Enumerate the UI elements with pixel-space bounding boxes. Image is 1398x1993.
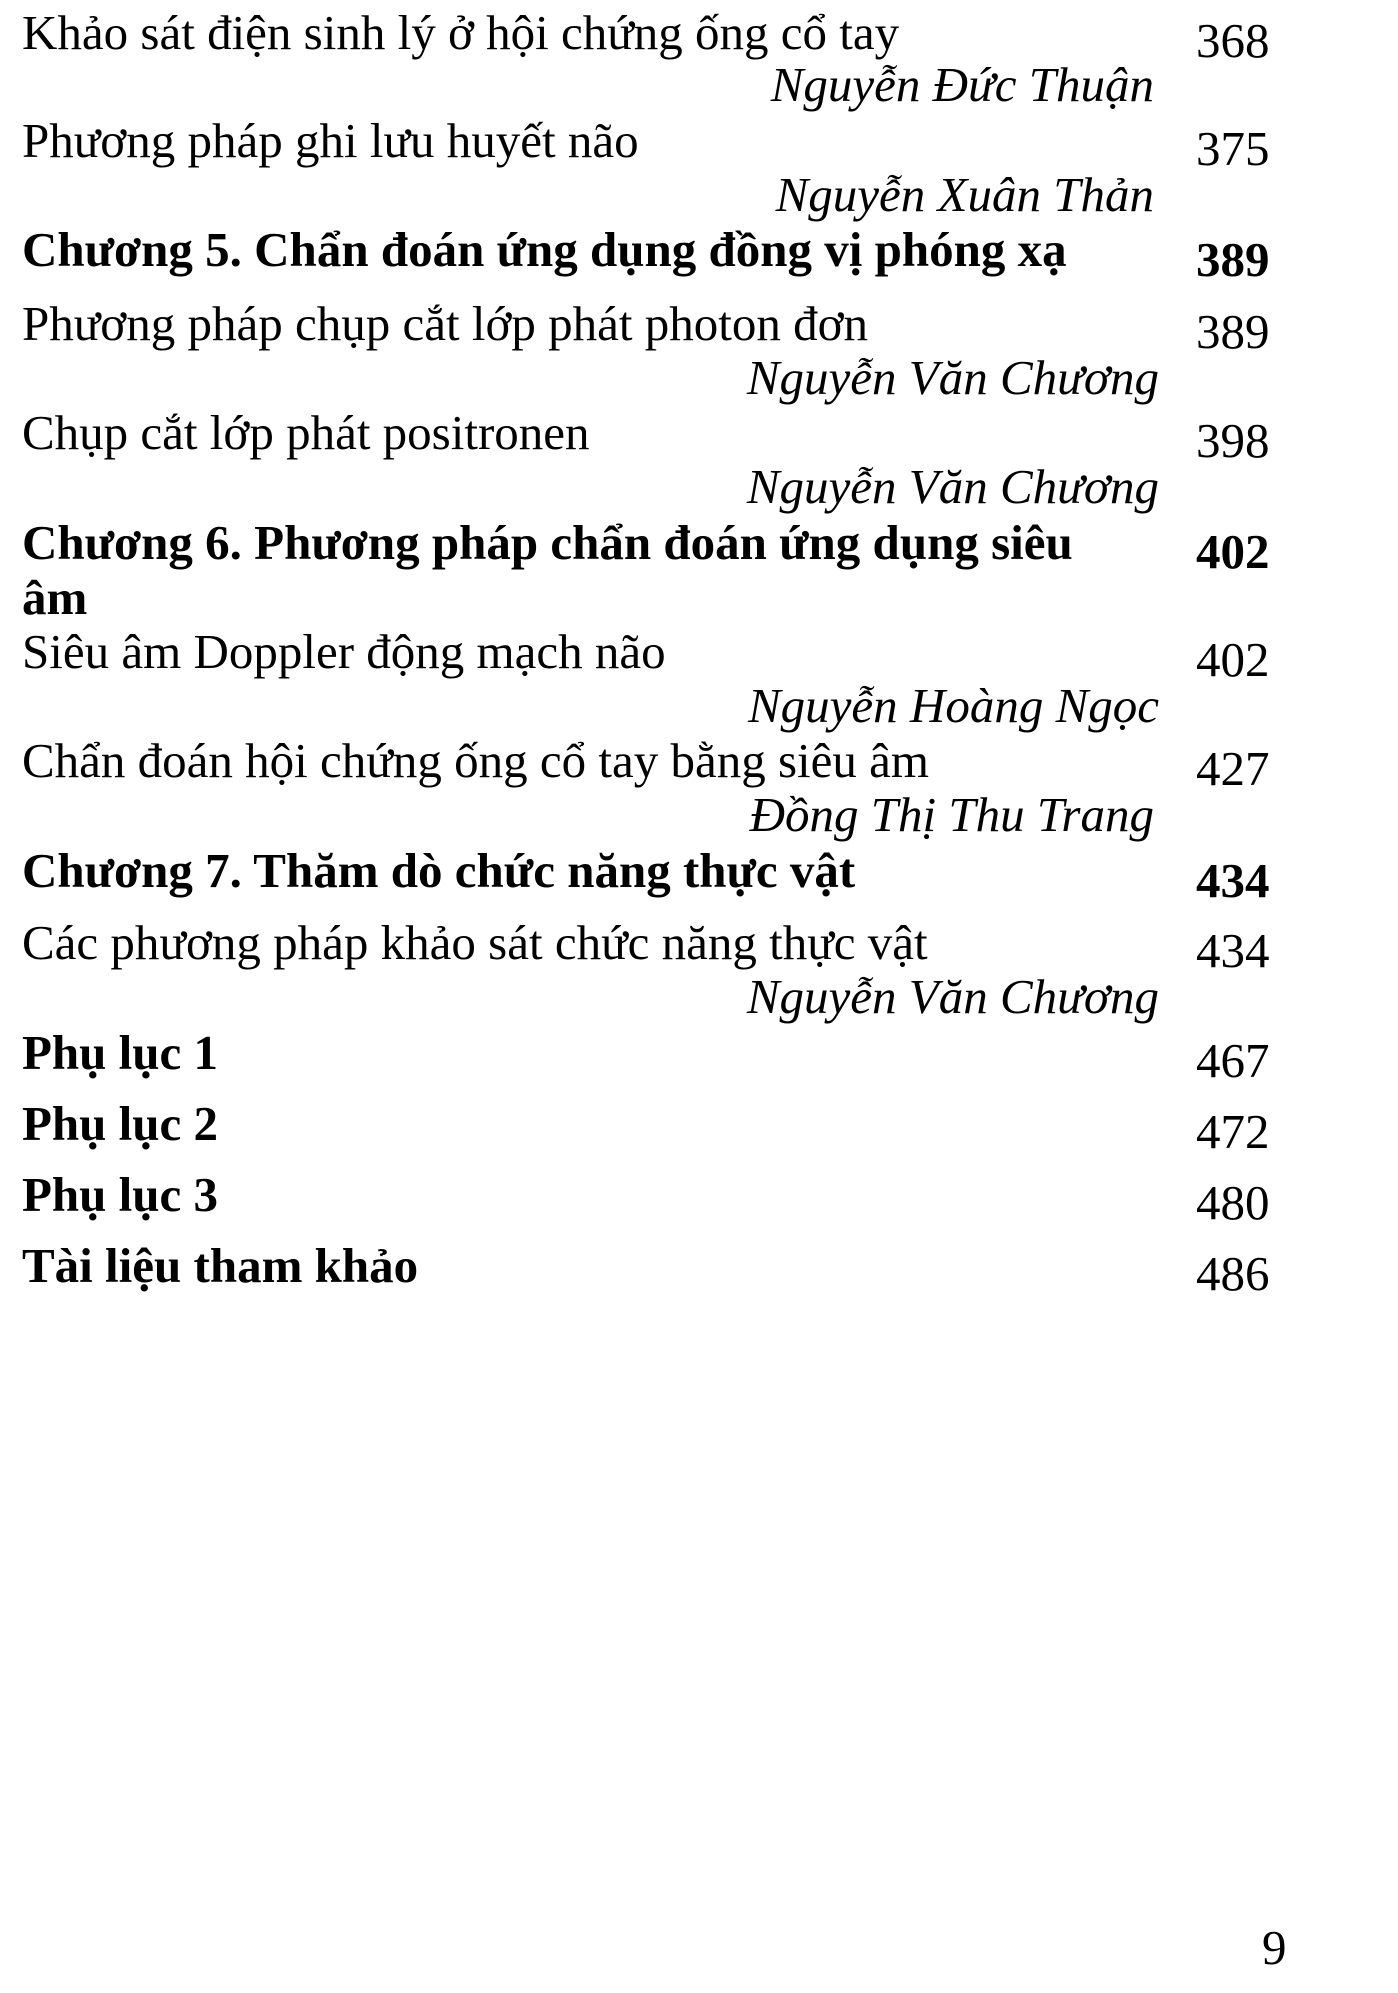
toc-entry-page: 427: [1196, 741, 1270, 796]
toc-entry-author: Đồng Thị Thu Trang: [749, 787, 1154, 842]
chapter-page: 434: [1196, 853, 1270, 908]
toc-entry-title: Khảo sát điện sinh lý ở hội chứng ống cổ tay: [22, 5, 900, 60]
chapter-heading: Chương 5. Chẩn đoán ứng dụng đồng vị phóng xạ: [22, 222, 1067, 277]
chapter-heading: Chương 6. Phương pháp chẩn đoán ứng dụng siêu: [22, 515, 1073, 570]
chapter-heading-continued: âm: [22, 570, 88, 625]
toc-entry-author: Nguyễn Văn Chương: [746, 969, 1159, 1024]
toc-entry-title: Các phương pháp khảo sát chức năng thực vật: [22, 915, 928, 970]
page-number: 9: [1262, 1920, 1287, 1975]
toc-entry-author: Nguyễn Văn Chương: [746, 459, 1159, 514]
toc-entry-page: 368: [1196, 13, 1270, 68]
chapter-page: 389: [1196, 232, 1270, 287]
appendix-page: 480: [1196, 1175, 1270, 1230]
toc-entry-page: 402: [1196, 632, 1270, 687]
toc-entry-page: 389: [1196, 304, 1270, 359]
toc-entry-page: 434: [1196, 923, 1270, 978]
appendix-heading: Phụ lục 3: [22, 1167, 219, 1222]
appendix-page: 467: [1196, 1033, 1270, 1088]
appendix-heading: Phụ lục 2: [22, 1096, 219, 1151]
toc-entry-page: 398: [1196, 413, 1270, 468]
chapter-heading: Chương 7. Thăm dò chức năng thực vật: [22, 843, 856, 898]
toc-entry-title: Chẩn đoán hội chứng ống cổ tay bằng siêu âm: [22, 733, 930, 788]
toc-entry-title: Phương pháp ghi lưu huyết não: [22, 113, 639, 168]
appendix-page: 472: [1196, 1104, 1270, 1159]
appendix-heading: Phụ lục 1: [22, 1025, 219, 1080]
references-page: 486: [1196, 1246, 1270, 1301]
toc-entry-title: Phương pháp chụp cắt lớp phát photon đơn: [22, 296, 868, 351]
toc-entry-title: Chụp cắt lớp phát positronen: [22, 405, 590, 460]
chapter-page: 402: [1196, 524, 1270, 579]
toc-entry-author: Nguyễn Văn Chương: [746, 350, 1159, 405]
toc-entry-page: 375: [1196, 121, 1270, 176]
toc-entry-title: Siêu âm Doppler động mạch não: [22, 624, 666, 679]
toc-entry-author: Nguyễn Xuân Thản: [775, 167, 1154, 222]
toc-entry-author: Nguyễn Đức Thuận: [770, 57, 1154, 112]
toc-entry-author: Nguyễn Hoàng Ngọc: [748, 678, 1159, 733]
references-heading: Tài liệu tham khảo: [22, 1238, 419, 1293]
